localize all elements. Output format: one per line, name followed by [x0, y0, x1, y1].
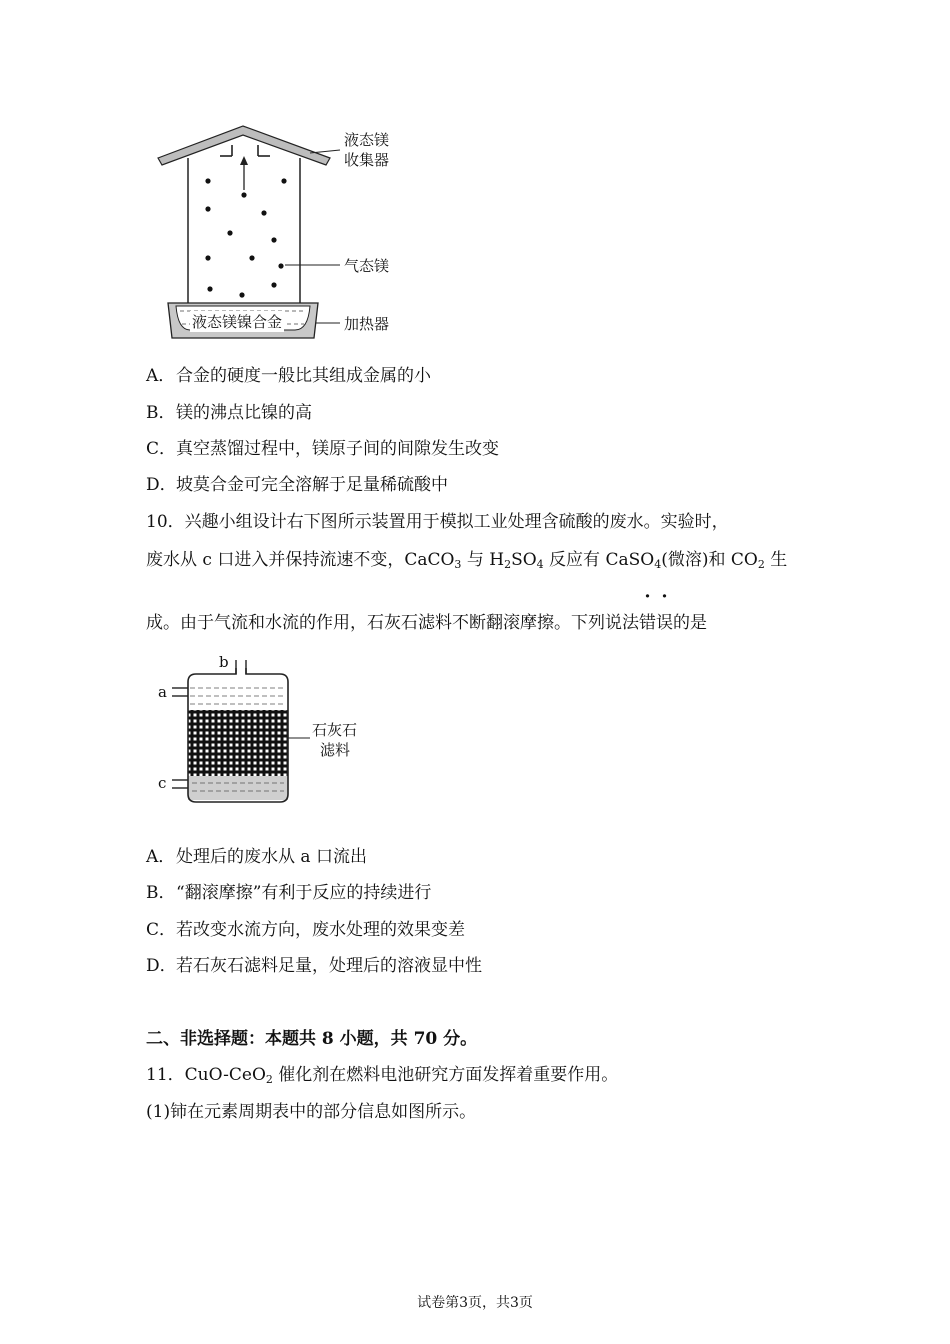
port-a-label: a: [158, 683, 167, 701]
q10-option-b: B．“翻滚摩擦”有利于反应的持续进行: [146, 883, 432, 903]
q11-stem-line2: (1)铈在元素周期表中的部分信息如图所示。: [146, 1102, 477, 1122]
q9-option-a: A．合金的硬度一般比其组成金属的小: [146, 366, 431, 386]
gas-magnesium-label: 气态镁: [344, 257, 390, 275]
page-footer: 试卷第3页，共3页: [417, 1295, 533, 1311]
liquid-alloy-label: 液态镁镍合金: [192, 313, 283, 331]
q10-option-d: D．若石灰石滤料足量，处理后的溶液显中性: [146, 956, 482, 976]
port-c-label: c: [158, 774, 167, 792]
heater-label: 加热器: [344, 315, 390, 333]
q9-option-d: D．坡莫合金可完全溶解于足量稀硫酸中: [146, 475, 448, 495]
q9-option-c: C．真空蒸馏过程中，镁原子间的间隙发生改变: [146, 439, 499, 459]
q10-stem-line1: 10．兴趣小组设计右下图所示装置用于模拟工业处理含硫酸的废水。实验时，: [146, 512, 729, 532]
q10-option-c: C．若改变水流方向，废水处理的效果变差: [146, 920, 465, 940]
emphasis-char: 错: [639, 613, 656, 633]
port-b-label: b: [219, 653, 229, 671]
q10-option-a: A．处理后的废水从 a 口流出: [146, 847, 367, 867]
q10-stem-line3: 成。由于气流和水流的作用，石灰石滤料不断翻滚摩擦。下列说法错误的是: [146, 608, 707, 633]
collector-label-2: 收集器: [344, 151, 390, 169]
collector-label-1: 液态镁: [344, 131, 390, 149]
filter-label-2: 滤料: [320, 741, 351, 759]
emphasis-char: 误: [656, 613, 673, 633]
section-2-title: 二、非选择题：本题共 8 小题，共 70 分。: [146, 1029, 478, 1049]
q9-option-b: B．镁的沸点比镍的高: [146, 403, 312, 423]
filter-label-1: 石灰石: [312, 721, 358, 739]
q10-stem-line2: 废水从 c 口进入并保持流速不变，CaCO$_3$ 与 $H_2SO_4$ 反应有 CaSO$_4$(微溶)和 $CO_2$ 生: [146, 550, 788, 571]
q11-stem-line1: 11．CuO-CeO$_2$ 催化剂在燃料电池研究方面发挥着重要作用。: [146, 1065, 619, 1086]
limestone-filter-figure: [150, 652, 320, 808]
